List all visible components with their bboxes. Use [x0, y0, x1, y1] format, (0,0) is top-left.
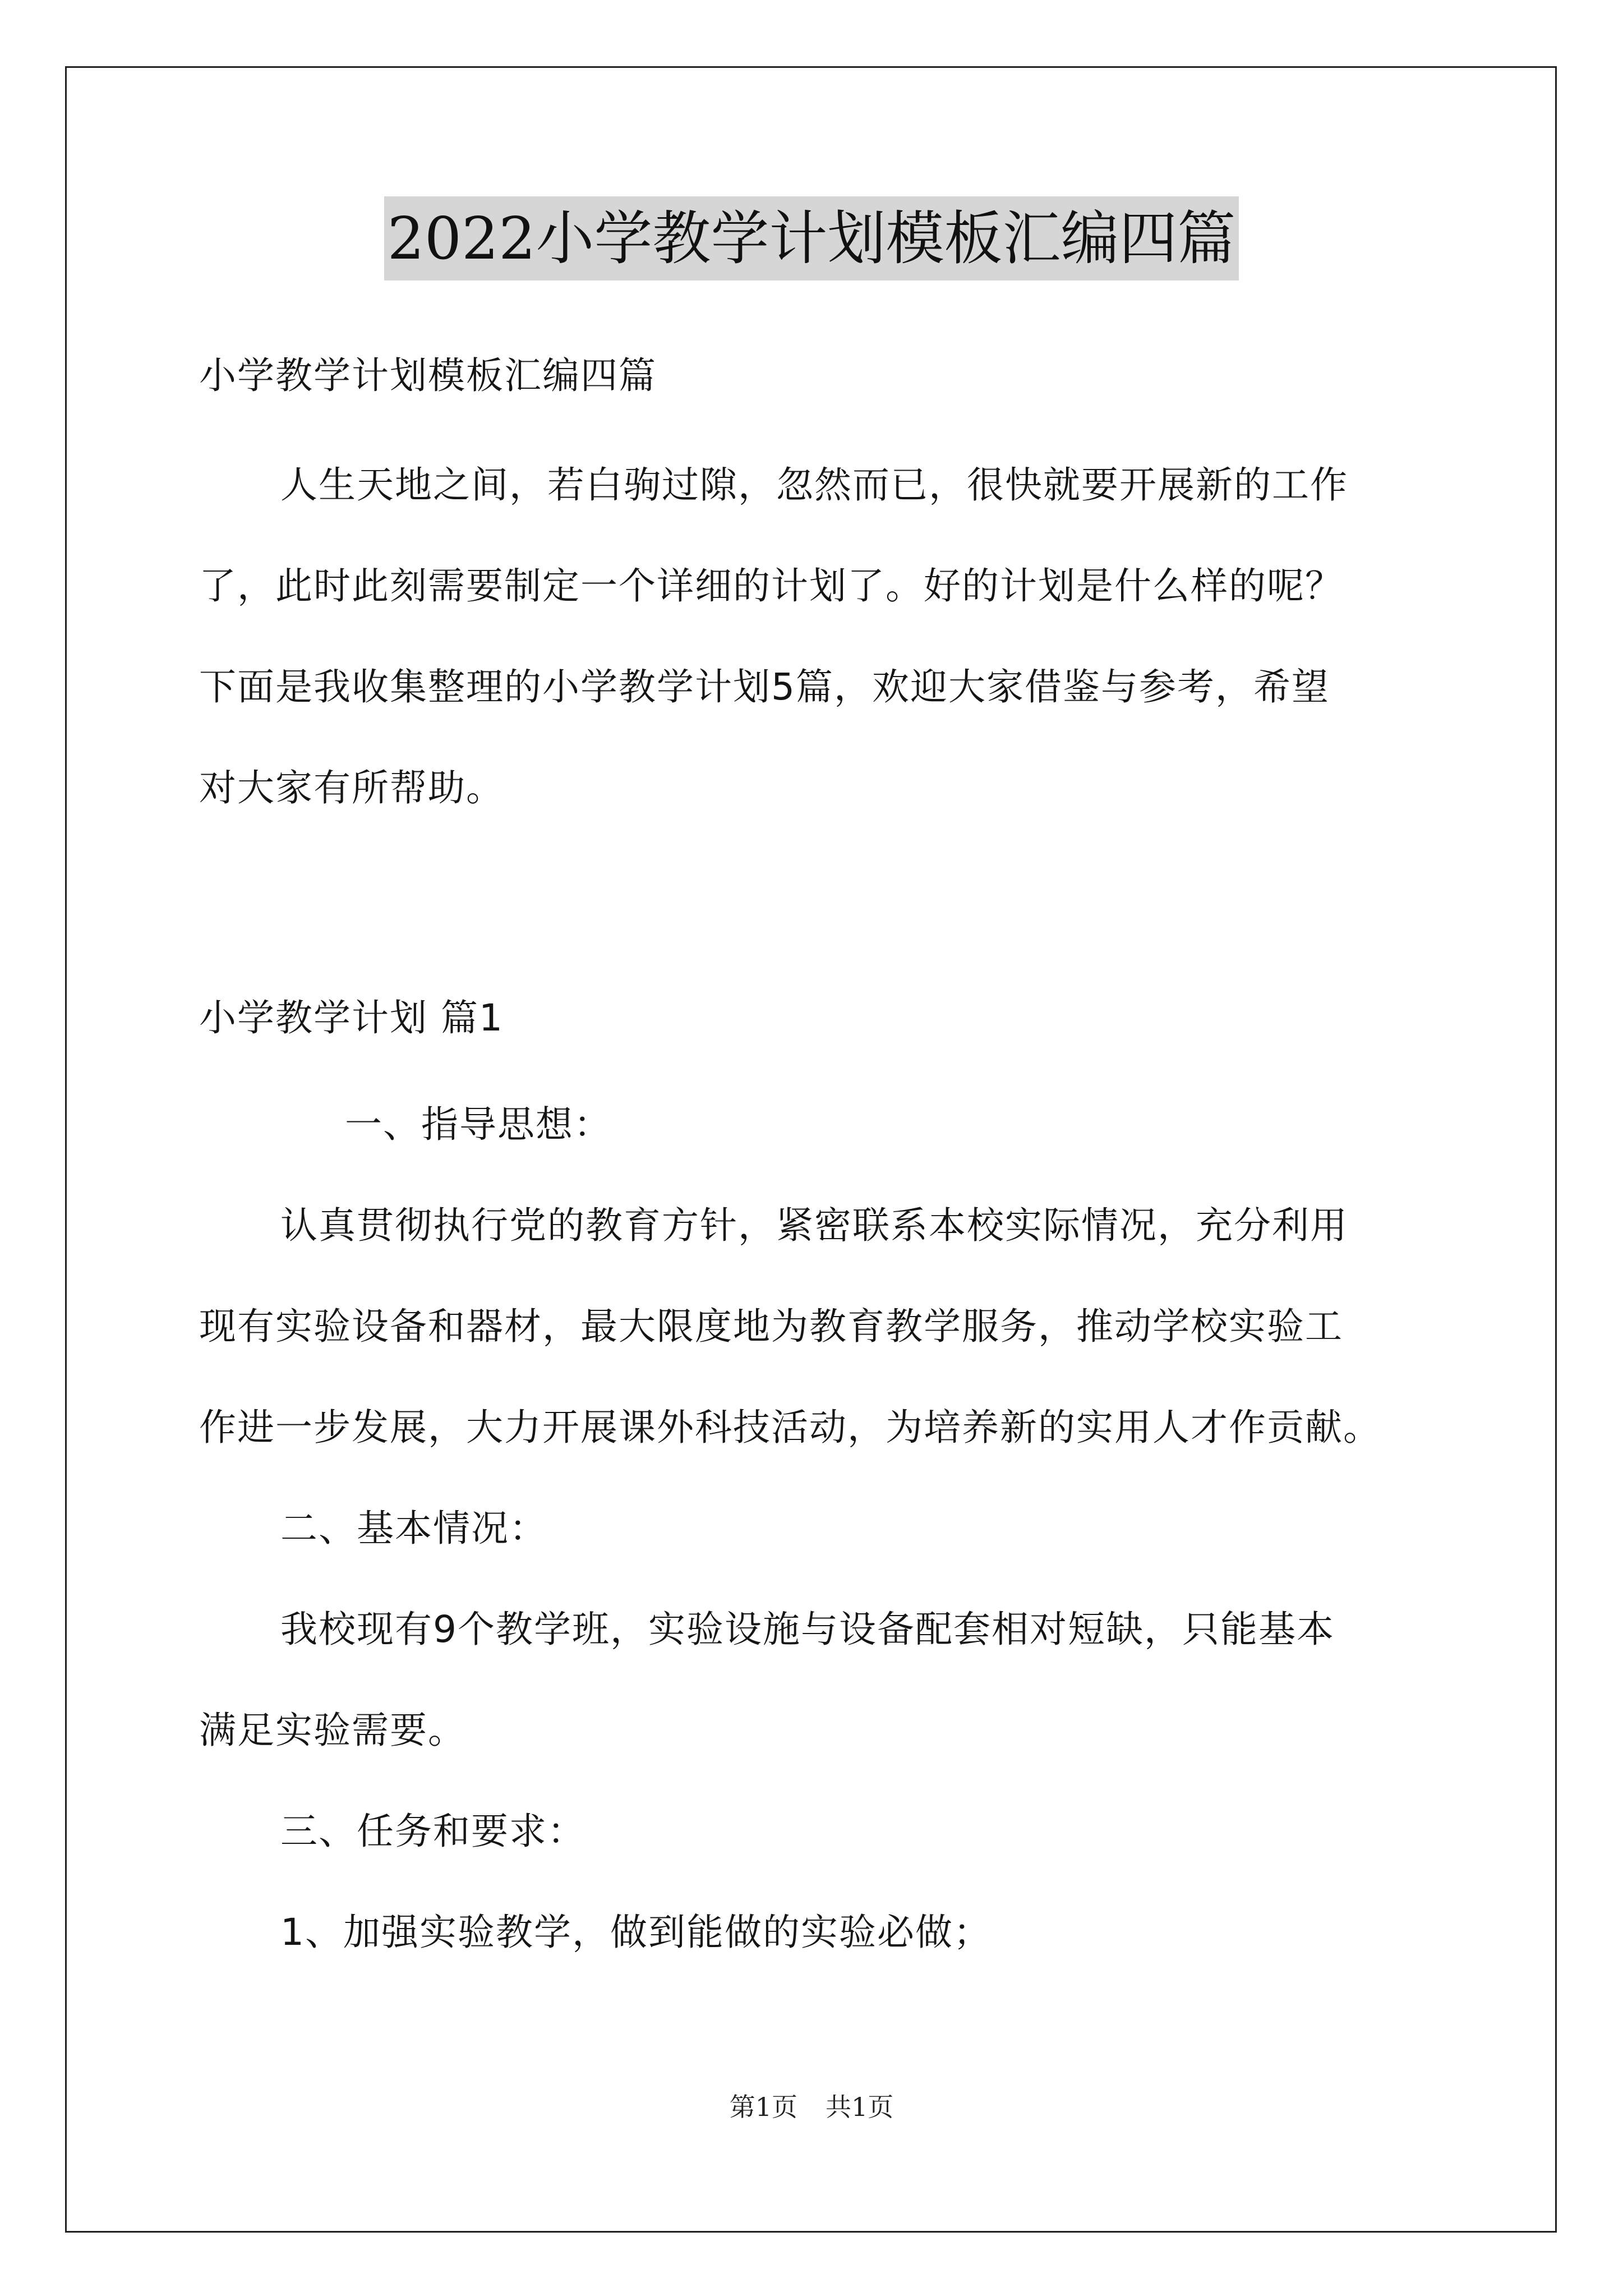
document-title: 2022小学教学计划模板汇编四篇 [384, 196, 1239, 280]
body-line: 对大家有所帮助。 [199, 766, 504, 809]
body-line: 了，此时此刻需要制定一个详细的计划了。好的计划是什么样的呢？ [199, 564, 1343, 608]
body-line: 人生天地之间，若白驹过隙，忽然而已，很快就要开展新的工作 [280, 463, 1348, 507]
body-line: 现有实验设备和器材，最大限度地为教育教学服务，推动学校实验工 [199, 1305, 1343, 1348]
body-line: 认真贯彻执行党的教育方针，紧密联系本校实际情况，充分利用 [280, 1204, 1348, 1247]
subtitle-line: 小学教学计划模板汇编四篇 [199, 354, 657, 397]
body-line: 作进一步发展，大力开展课外科技活动，为培养新的实用人才作贡献。 [199, 1406, 1381, 1449]
body-line: 我校现有9个教学班，实验设施与设备配套相对短缺，只能基本 [280, 1608, 1335, 1651]
title-container [0, 196, 1623, 280]
section-heading: 小学教学计划 篇1 [199, 996, 504, 1039]
body-line: 满足实验需要。 [199, 1709, 466, 1752]
subsection-heading: 一、指导思想： [345, 1103, 612, 1146]
body-line: 1、加强实验教学，做到能做的实验必做； [280, 1911, 992, 1954]
body-line: 下面是我收集整理的小学教学计划5篇，欢迎大家借鉴与参考，希望 [199, 665, 1330, 708]
page-total: 共1页 [826, 2092, 894, 2122]
subsection-heading: 三、任务和要求： [280, 1810, 585, 1853]
subsection-heading: 二、基本情况： [280, 1507, 547, 1550]
page-number: 第1页 [729, 2092, 797, 2122]
page-footer [0, 2090, 1623, 2124]
